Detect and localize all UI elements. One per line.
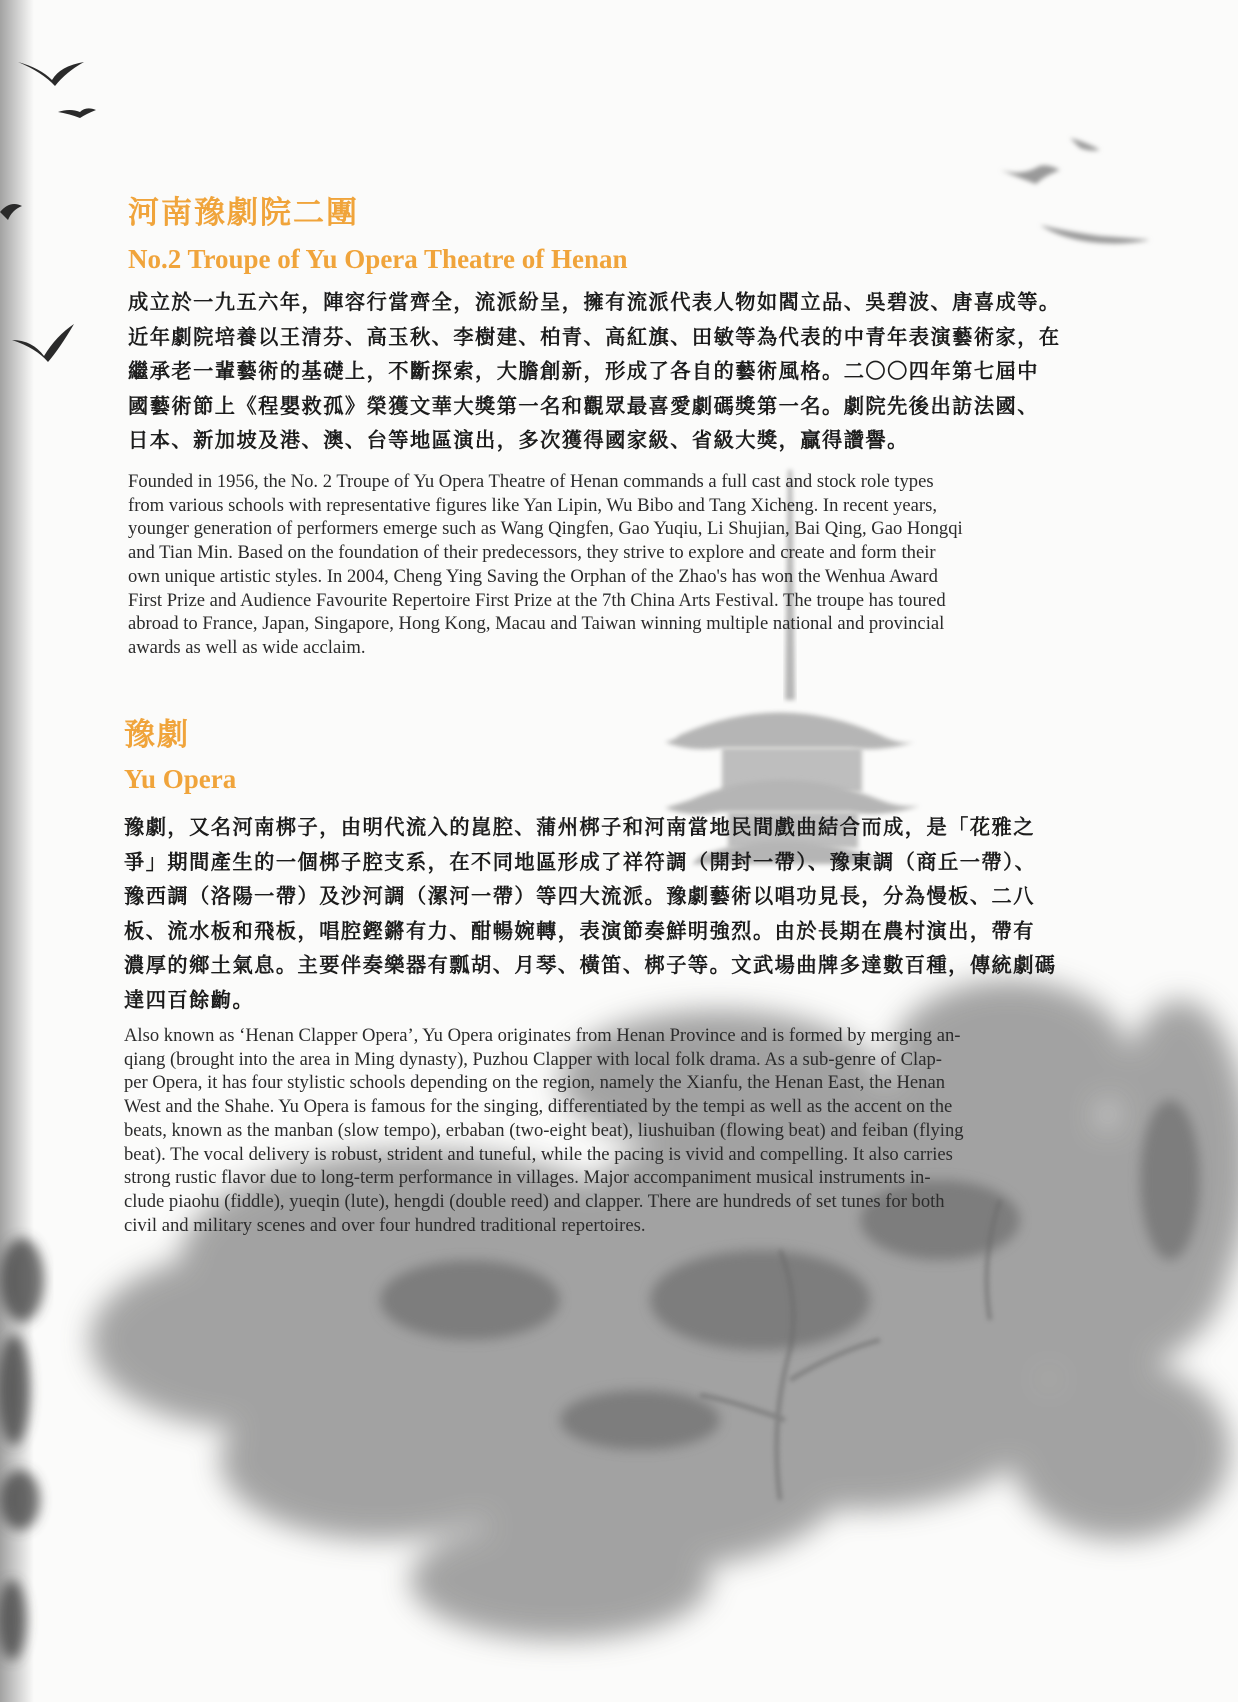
section2-title-zh: 豫劇: [124, 717, 190, 753]
section2-zh-line: 板、流水板和飛板，唱腔鏗鏘有力、酣暢婉轉，表演節奏鮮明強烈。由於長期在農村演出，帶有: [124, 918, 1035, 943]
section2-en-line: Also known as ‘Henan Clapper Opera’, Yu Opera originates from Henan Province and is formed by merging an-: [124, 1025, 961, 1046]
section2-en-line: beat). The vocal delivery is robust, strident and tuneful, while the pacing is vivid and compelling. It also carries: [124, 1143, 953, 1165]
section1-title-en: No.2 Troupe of Yu Opera Theatre of Henan: [128, 244, 628, 274]
section2-body-zh: [124, 810, 1109, 1017]
section1-body-zh: [128, 285, 1108, 458]
section2-zh-line: 豫西調（洛陽一帶）及沙河調（漯河一帶）等四大流派。豫劇藝術以唱功見長，分為慢板、二八: [124, 884, 1035, 908]
section1-en-line: abroad to France, Japan, Singapore, Hong Kong, Macau and Taiwan winning multiple national and provincial: [128, 613, 945, 635]
section2-en-line: per Opera, it has four stylistic schools depending on the region, namely the Xianfu, the Henan East, the Henan: [124, 1072, 945, 1094]
section1-zh-line: 日本、新加坡及港、澳、台等地區演出，多次獲得國家級、省級大獎，贏得讚譽。: [128, 428, 909, 452]
section1-en-line: and Tian Min. Based on the foundation of their predecessors, they strive to explore and create and form their: [128, 542, 936, 564]
section2-en-line: clude piaohu (fiddle), yueqin (lute), hengdi (double reed) and clapper. There are hundreds of set tunes for both: [124, 1190, 945, 1212]
section2-en-line: civil and military scenes and over four hundred traditional repertoires.: [124, 1214, 646, 1236]
section2-title-en: Yu Opera: [124, 764, 237, 794]
section1-en-line: own unique artistic styles. In 2004, Cheng Ying Saving the Orphan of the Zhao's has won the Wenhua Award: [128, 565, 938, 587]
section2-zh-line: 豫劇，又名河南梆子，由明代流入的崑腔、蒲州梆子和河南當地民間戲曲結合而成，是「花雅之: [124, 815, 1035, 839]
section1-zh-line: 成立於一九五六年，陣容行當齊全，流派紛呈，擁有流派代表人物如閻立品、吳碧波、唐喜成等。: [128, 290, 1061, 314]
section1-en-line: awards as well as wide acclaim.: [128, 636, 366, 658]
section2-body-en: [124, 1024, 1109, 1237]
section1-title-zh: 河南豫劇院二團: [128, 195, 359, 231]
section2-zh-line: 爭」期間產生的一個梆子腔支系，在不同地區形成了祥符調（開封一帶）、豫東調（商丘一帶）、: [124, 849, 1037, 874]
section1-zh-line: 近年劇院培養以王清芬、高玉秋、李樹建、柏青、高紅旗、田敏等為代表的中青年表演藝術家，在: [128, 324, 1061, 349]
section1-en-line: First Prize and Audience Favourite Repertoire First Prize at the 7th China Arts Festival. The troupe has toured: [128, 589, 946, 611]
section1-en-line: younger generation of performers emerge such as Wang Qingfen, Gao Yuqiu, Li Shujian, Bai Qing, Gao Hongqi: [128, 518, 963, 540]
section1-zh-line: 國藝術節上《程嬰救孤》榮獲文華大獎第一名和觀眾最喜愛劇碼獎第一名。劇院先後出訪法國、: [128, 393, 1039, 418]
section2-en-line: West and the Shahe. Yu Opera is famous for the singing, differentiated by the tempi as well as the accent on the: [124, 1096, 953, 1118]
section1-body-en: [128, 470, 1108, 660]
section1-en-line: Founded in 1956, the No. 2 Troupe of Yu Opera Theatre of Henan commands a full cast and stock role types: [128, 471, 934, 492]
section2-zh-line: 達四百餘齣。: [124, 987, 255, 1012]
section2-en-line: strong rustic flavor due to long-term performance in villages. Major accompaniment musical instruments in-: [124, 1167, 931, 1189]
section2-en-line: qiang (brought into the area in Ming dynasty), Puzhou Clapper with local folk drama. As a sub-genre of Clap-: [124, 1048, 942, 1070]
section2-en-line: beats, known as the manban (slow tempo), erbaban (two-eight beat), liushuiban (flowing beat) and feiban (flying: [124, 1119, 964, 1141]
section1-en-line: from various schools with representative figures like Yan Lipin, Wu Bibo and Tang Xicheng. In recent years,: [128, 494, 937, 516]
section1-zh-line: 繼承老一輩藝術的基礎上，不斷探索，大膽創新，形成了各自的藝術風格。二〇〇四年第七屆中: [128, 359, 1039, 383]
section2-zh-line: 濃厚的鄉土氣息。主要伴奏樂器有瓢胡、月琴、橫笛、梆子等。文武場曲牌多達數百種，傳統劇碼: [124, 953, 1057, 977]
